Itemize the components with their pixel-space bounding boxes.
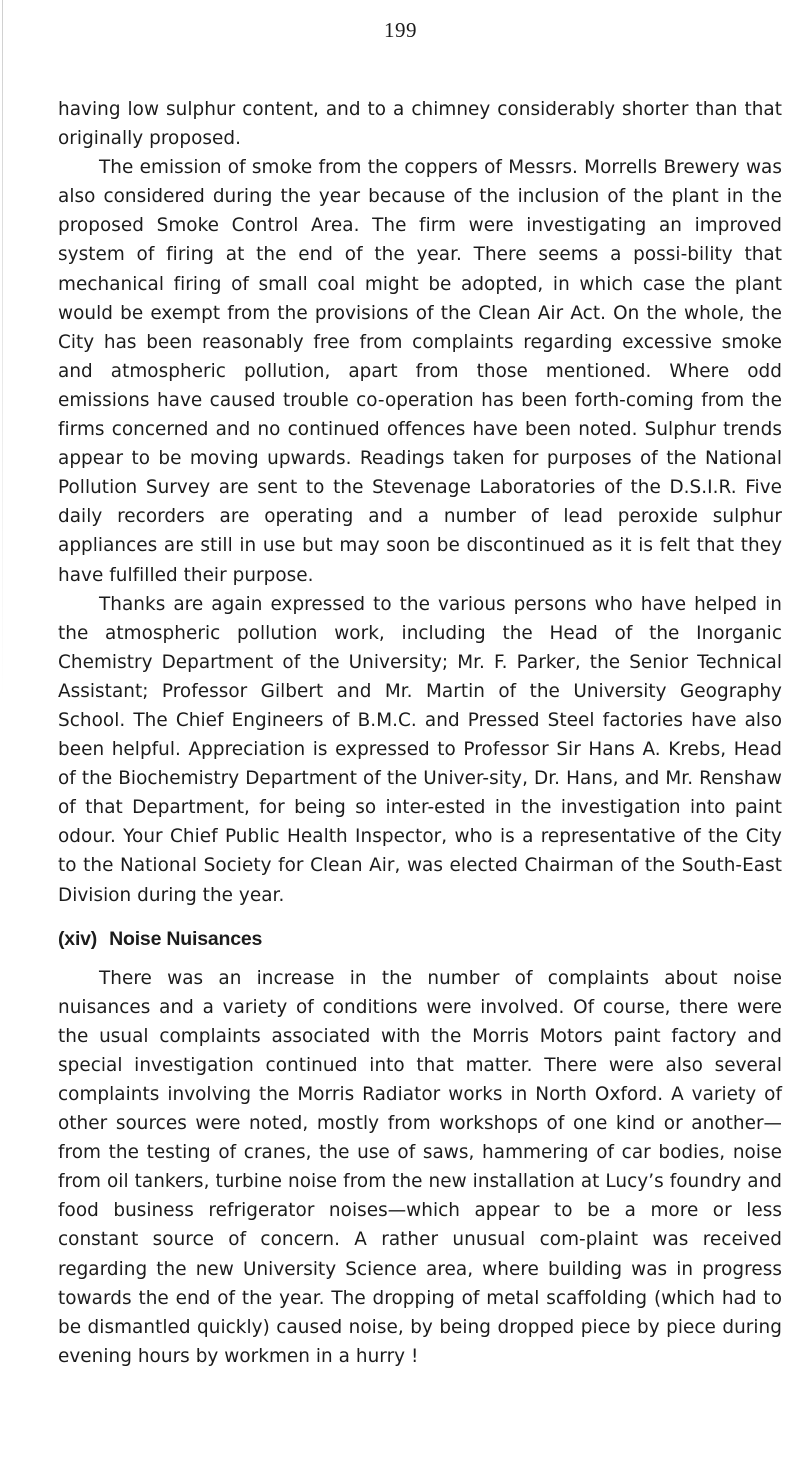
body-text xyxy=(58,95,782,1371)
paragraph-acknowledgements: Thanks are again expressed to the various persons who have helped in the atmospheric pollution work, including the Head of the Inorganic Chemistry Department of the University; Mr. F. Parker, the Senior Technical Assistant; Professor Gilbert and Mr. Martin of the University Geography School. The Chief Engineers of B.M.C. and Pressed Steel factories have also been helpful. Appreciation is expressed to Professor Sir Hans A. Krebs, Head of the Biochemistry Department of the Univer-sity, Dr. Hans, and Mr. Renshaw of that Department, for being so inter-ested in the investigation into paint odour. Your Chief Public Health Inspector, who is a representative of the City to the National Society for Clean Air, was elected Chairman of the South-East Division during the year. xyxy=(58,593,782,906)
section-number: (xiv) xyxy=(58,927,98,950)
page-edge-line xyxy=(2,0,3,700)
page-number: 199 xyxy=(384,18,417,42)
paragraph-smoke-emission: The emission of smoke from the coppers of Messrs. Morrells Brewery was also considered during the year because of the inclusion of the plant in the proposed Smoke Control Area. The firm were investigating an improved system of firing at the end of the year. There seems a possi-bility that mechanical firing of small coal might be adopted, in which case the plant would be exempt from the provisions of the Clean Air Act. On the whole, the City has been reasonably free from complaints regarding excessive smoke and atmospheric pollution, apart from those mentioned. Where odd emissions have caused trouble co-operation has been forth-coming from the firms concerned and no continued offences have been noted. Sulphur trends appear to be moving upwards. Readings taken for purposes of the National Pollution Survey are sent to the Stevenage Laboratories of the D.S.I.R. Five daily recorders are operating and a number of lead peroxide sulphur appliances are still in use but may soon be discontinued as it is felt that they have fulfilled their purpose. xyxy=(58,157,782,586)
section-title: Noise Nuisances xyxy=(109,927,263,950)
paragraph-continuation: having low sulphur content, and to a chimney considerably shorter than that originally proposed. xyxy=(58,99,782,150)
paragraph-noise-nuisances: There was an increase in the number of complaints about noise nuisances and a variety of conditions were involved. Of course, there were the usual complaints associated with the Morris Motors paint factory and special investigation continued into that matter. There were also several complaints involving the Morris Radiator works in North Oxford. A variety of other sources were noted, mostly from workshops of one kind or another—from the testing of cranes, the use of saws, hammering of car bodies, noise from oil tankers, turbine noise from the new installation at Lucy’s foundry and food business refrigerator noises—which appear to be a more or less constant source of concern. A rather unusual com-plaint was received regarding the new University Science area, where building was in progress towards the end of the year. The dropping of metal scaffolding (which had to be dismantled quickly) caused noise, by being dropped piece by piece during evening hours by workmen in a hurry ! xyxy=(58,967,782,1367)
section-heading xyxy=(58,926,782,952)
